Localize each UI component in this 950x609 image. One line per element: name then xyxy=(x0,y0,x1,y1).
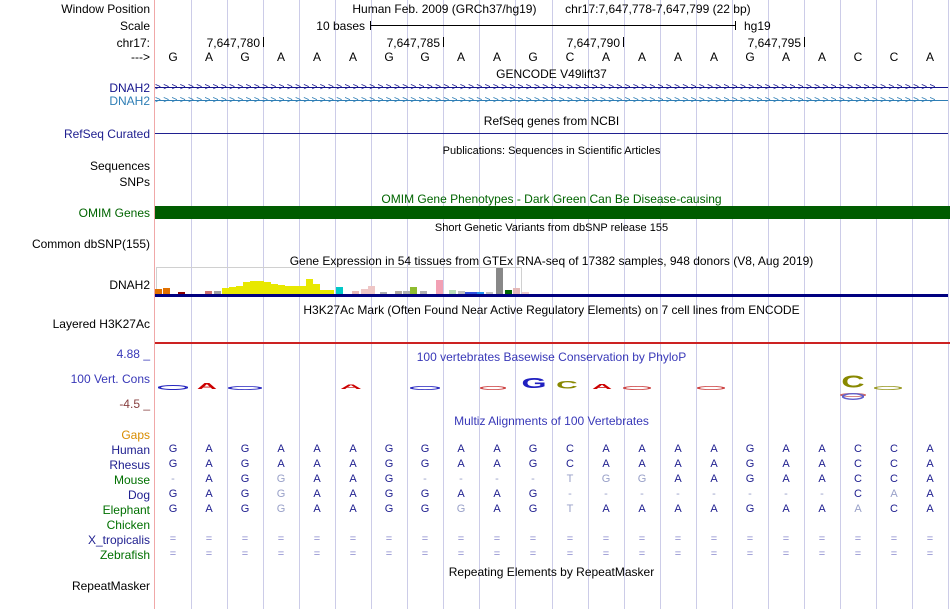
conservation-glyph[interactable] xyxy=(410,386,440,390)
reference-base: A xyxy=(637,50,646,64)
alignment-cell: A xyxy=(782,443,790,455)
h3k27ac-track-title: H3K27Ac Mark (Often Found Near Active Regulatory Elements) on 7 cell lines from ENCODE xyxy=(303,303,800,317)
reference-base: A xyxy=(456,50,465,64)
gtex-bar[interactable] xyxy=(410,287,417,294)
alignment-cell: G xyxy=(240,443,250,455)
alignment-cell: = xyxy=(782,533,790,545)
multiz-track-title: Multiz Alignments of 100 Vertebrates xyxy=(454,414,649,428)
reference-base: G xyxy=(240,50,250,64)
alignment-cell: = xyxy=(349,533,357,545)
alignment-cell: T xyxy=(566,503,574,515)
species-label-dog[interactable]: Dog xyxy=(127,488,150,502)
alignment-cell: C xyxy=(566,458,574,470)
alignment-cell: - xyxy=(423,473,427,485)
alignment-cell: G xyxy=(745,473,755,485)
alignment-cell: A xyxy=(313,503,321,515)
svg-text:C: C xyxy=(556,380,578,390)
gtex-bar[interactable] xyxy=(236,286,243,294)
gtex-track-title: Gene Expression in 54 tissues from GTEx RNA-seq of 17382 samples, 948 donors (V8, Aug 2019) xyxy=(289,254,814,268)
ruler-tick-mark xyxy=(623,37,624,47)
grid-line xyxy=(948,0,949,609)
alignment-cell: A xyxy=(710,473,718,485)
h3k27ac-track-label[interactable]: Layered H3K27Ac xyxy=(52,317,150,331)
reference-base: A xyxy=(673,50,682,64)
conservation-glyph[interactable] xyxy=(337,384,365,390)
alignment-cell: = xyxy=(602,533,610,545)
conservation-glyph[interactable] xyxy=(553,380,581,390)
alignment-cell: G xyxy=(384,443,394,455)
alignment-cell: A xyxy=(818,473,826,485)
alignment-cell: C xyxy=(890,458,898,470)
phylop-max-value: 4.88 _ xyxy=(116,347,150,361)
alignment-cell: A xyxy=(205,488,213,500)
alignment-cell: = xyxy=(493,533,501,545)
phylop-min-value: -4.5 _ xyxy=(119,397,150,411)
alignment-cell: = xyxy=(566,533,574,545)
alignment-cell: - xyxy=(459,473,463,485)
conservation-glyph[interactable] xyxy=(158,385,188,390)
alignment-cell: G xyxy=(420,503,430,515)
alignment-cell: A xyxy=(638,503,646,515)
h3k27ac-signal-line[interactable] xyxy=(155,342,950,344)
gtex-bar[interactable] xyxy=(292,286,299,294)
alignment-cell: = xyxy=(385,533,393,545)
alignment-cell: A xyxy=(313,473,321,485)
alignment-cell: = xyxy=(313,533,321,545)
alignment-cell: = xyxy=(313,548,321,560)
chromosome-label: chr17: xyxy=(116,36,150,50)
alignment-cell: A xyxy=(493,443,501,455)
dbsnp-track-title: Short Genetic Variants from dbSNP release 155 xyxy=(434,222,669,234)
alignment-cell: A xyxy=(638,443,646,455)
alignment-cell: A xyxy=(710,458,718,470)
svg-text:G: G xyxy=(521,376,547,390)
gtex-bar[interactable] xyxy=(299,286,306,294)
reference-base: G xyxy=(168,50,178,64)
conservation-glyph[interactable] xyxy=(519,376,549,390)
alignment-cell: = xyxy=(602,548,610,560)
alignment-cell: = xyxy=(746,548,754,560)
alignment-cell: = xyxy=(926,548,934,560)
alignment-cell: - xyxy=(531,473,535,485)
alignment-cell: = xyxy=(493,548,501,560)
reference-base: G xyxy=(745,50,755,64)
alignment-cell: A xyxy=(710,443,718,455)
reference-base: A xyxy=(276,50,285,64)
alignment-cell: = xyxy=(674,548,682,560)
reference-base: A xyxy=(492,50,501,64)
ruler-tick-label: 7,647,790 xyxy=(566,36,620,50)
alignment-cell: G xyxy=(240,458,250,470)
species-label-chicken[interactable]: Chicken xyxy=(106,518,150,532)
alignment-cell: A xyxy=(205,458,213,470)
alignment-cell: A xyxy=(926,473,934,485)
repeatmasker-track-title: Repeating Elements by RepeatMasker xyxy=(448,565,655,579)
alignment-cell: - xyxy=(784,488,788,500)
alignment-cell: A xyxy=(493,458,501,470)
alignment-cell: A xyxy=(674,503,682,515)
alignment-cell: = xyxy=(818,533,826,545)
ruler-tick-label: 7,647,785 xyxy=(386,36,440,50)
snps-track-label[interactable]: SNPs xyxy=(119,175,150,189)
alignment-cell: - xyxy=(676,488,680,500)
alignment-cell: T xyxy=(566,473,574,485)
omim-track-title: OMIM Gene Phenotypes - Dark Green Can Be Disease-causing xyxy=(381,192,722,206)
position-text: chr17:7,647,778-7,647,799 (22 bp) xyxy=(565,2,751,16)
alignment-cell: = xyxy=(638,548,646,560)
species-label-mouse[interactable]: Mouse xyxy=(113,473,150,487)
window-position-value xyxy=(155,2,948,16)
species-label-x_tropicalis[interactable]: X_tropicalis xyxy=(87,533,150,547)
alignment-cell: A xyxy=(890,488,898,500)
alignment-cell: A xyxy=(926,503,934,515)
alignment-cell: A xyxy=(277,458,285,470)
alignment-cell: G xyxy=(745,458,755,470)
alignment-cell: G xyxy=(528,458,538,470)
reference-base: C xyxy=(853,50,863,64)
alignment-cell: A xyxy=(457,443,465,455)
scale-bar-text: 10 bases xyxy=(316,19,365,33)
alignment-cell: G xyxy=(601,473,611,485)
conservation-glyph[interactable] xyxy=(697,386,725,390)
alignment-cell: A xyxy=(818,443,826,455)
alignment-cell: A xyxy=(349,473,357,485)
gene-label-dnah2-1[interactable]: DNAH2 xyxy=(109,81,150,95)
alignment-cell: A xyxy=(205,443,213,455)
gtex-bar[interactable] xyxy=(436,280,443,294)
alignment-cell: = xyxy=(566,548,574,560)
alignment-cell: A xyxy=(674,473,682,485)
alignment-cell: = xyxy=(277,533,285,545)
alignment-cell: = xyxy=(529,548,537,560)
gtex-bar[interactable] xyxy=(257,281,264,294)
alignment-cell: - xyxy=(640,488,644,500)
alignment-cell: = xyxy=(241,533,249,545)
alignment-cell: = xyxy=(205,533,213,545)
gtex-bar[interactable] xyxy=(285,286,292,294)
alignment-cell: G xyxy=(240,473,250,485)
genome-build-text: hg19 xyxy=(744,19,771,33)
alignment-cell: C xyxy=(566,443,574,455)
alignment-cell: = xyxy=(349,548,357,560)
gtex-bar[interactable] xyxy=(250,281,257,294)
svg-text:A: A xyxy=(340,384,362,390)
alignment-cell: A xyxy=(602,503,610,515)
species-label-zebrafish[interactable]: Zebrafish xyxy=(99,548,150,562)
gene-arrows-2[interactable]: >>>>>>>>>>>>>>>>>>>>>>>>>>>>>>>>>>>>>>>>>>>>>>>>>>>>>>>>>>>>>>>>>>>>>>>>>>>>>>>>>>>>>>>>>>>>>>> xyxy=(155,95,938,106)
alignment-cell: G xyxy=(420,443,430,455)
reference-base: A xyxy=(781,50,790,64)
alignment-cell: G xyxy=(384,458,394,470)
alignment-cell: A xyxy=(674,443,682,455)
alignment-cell: G xyxy=(637,473,647,485)
alignment-cell: A xyxy=(638,458,646,470)
alignment-cell: A xyxy=(457,458,465,470)
gtex-gene-label[interactable]: DNAH2 xyxy=(109,278,150,292)
alignment-cell: A xyxy=(782,473,790,485)
omim-gene-bar[interactable] xyxy=(155,206,950,219)
alignment-cell: = xyxy=(746,533,754,545)
gtex-bar[interactable] xyxy=(229,287,236,294)
alignment-cell: G xyxy=(745,503,755,515)
phylop-track-title: 100 vertebrates Basewise Conservation by PhyloP xyxy=(416,350,687,364)
conservation-glyph[interactable] xyxy=(838,374,868,390)
species-label-rhesus[interactable]: Rhesus xyxy=(109,458,150,472)
alignment-cell: A xyxy=(313,488,321,500)
alignment-cell: G xyxy=(528,443,538,455)
alignment-cell: C xyxy=(890,473,898,485)
ruler-tick-mark xyxy=(263,37,264,47)
alignment-cell: A xyxy=(710,503,718,515)
alignment-cell: A xyxy=(493,503,501,515)
conservation-glyph[interactable] xyxy=(194,382,220,390)
reference-base: G xyxy=(384,50,394,64)
alignment-cell: = xyxy=(421,548,429,560)
gtex-bar[interactable] xyxy=(264,282,271,294)
alignment-cell: G xyxy=(168,458,178,470)
alignment-cell: = xyxy=(890,533,898,545)
gtex-bar[interactable] xyxy=(368,286,375,294)
conservation-glyph[interactable] xyxy=(480,386,506,390)
conservation-glyph[interactable] xyxy=(874,386,902,390)
alignment-cell: = xyxy=(638,533,646,545)
alignment-cell: C xyxy=(854,458,862,470)
species-label-human[interactable]: Human xyxy=(111,443,150,457)
alignment-cell: G xyxy=(745,443,755,455)
alignment-cell: - xyxy=(748,488,752,500)
alignment-cell: - xyxy=(820,488,824,500)
reference-base: A xyxy=(601,50,610,64)
alignment-cell: A xyxy=(313,443,321,455)
reference-base: A xyxy=(709,50,718,64)
alignment-cell: G xyxy=(456,503,466,515)
scale-bar-tick-right xyxy=(735,21,736,30)
gene-arrows-1[interactable]: >>>>>>>>>>>>>>>>>>>>>>>>>>>>>>>>>>>>>>>>>>>>>>>>>>>>>>>>>>>>>>>>>>>>>>>>>>>>>>>>>>>>>>>>>>>>>>> xyxy=(155,82,938,93)
alignment-cell: G xyxy=(276,503,286,515)
reference-base: C xyxy=(889,50,899,64)
refseq-gene-line[interactable] xyxy=(155,133,948,134)
refseq-track-title: RefSeq genes from NCBI xyxy=(483,114,620,128)
alignment-cell: A xyxy=(674,458,682,470)
alignment-cell: = xyxy=(710,533,718,545)
scale-bar xyxy=(370,25,736,26)
svg-text:A: A xyxy=(591,383,613,390)
alignment-cell: C xyxy=(854,473,862,485)
dbsnp-track-label[interactable]: Common dbSNP(155) xyxy=(31,237,150,251)
alignment-cell: = xyxy=(241,548,249,560)
sequences-track-label[interactable]: Sequences xyxy=(89,159,150,173)
alignment-cell: - xyxy=(568,488,572,500)
alignment-cell: = xyxy=(457,548,465,560)
reference-base: A xyxy=(204,50,213,64)
alignment-cell: G xyxy=(276,488,286,500)
alignment-cell: A xyxy=(602,458,610,470)
alignment-cell: A xyxy=(818,503,826,515)
alignment-cell: A xyxy=(782,458,790,470)
alignment-cell: A xyxy=(349,443,357,455)
alignment-cell: = xyxy=(205,548,213,560)
alignment-cell: A xyxy=(818,458,826,470)
alignment-cell: = xyxy=(169,533,177,545)
alignment-cell: A xyxy=(277,443,285,455)
gtex-bar[interactable] xyxy=(243,282,250,294)
alignment-cell: C xyxy=(890,503,898,515)
alignment-cell: - xyxy=(171,473,175,485)
gene-label-dnah2-2[interactable]: DNAH2 xyxy=(109,94,150,108)
alignment-cell: A xyxy=(205,503,213,515)
omim-genes-label[interactable]: OMIM Genes xyxy=(78,206,150,220)
reference-base: G xyxy=(528,50,538,64)
gtex-bar[interactable] xyxy=(496,268,503,294)
alignment-cell: = xyxy=(854,548,862,560)
window-position-label: Window Position xyxy=(61,2,150,16)
reference-base: C xyxy=(565,50,575,64)
alignment-cell: C xyxy=(854,488,862,500)
alignment-cell: - xyxy=(604,488,608,500)
alignment-cell: - xyxy=(495,473,499,485)
species-label-elephant[interactable]: Elephant xyxy=(102,503,150,517)
alignment-cell: = xyxy=(926,533,934,545)
alignment-cell: A xyxy=(349,488,357,500)
alignment-cell: A xyxy=(854,503,862,515)
alignment-cell: G xyxy=(276,473,286,485)
alignment-cell: G xyxy=(168,488,178,500)
alignment-cell: A xyxy=(782,503,790,515)
alignment-cell: A xyxy=(313,458,321,470)
alignment-cell: G xyxy=(420,458,430,470)
gtex-bar[interactable] xyxy=(306,279,313,294)
alignment-cell: = xyxy=(529,533,537,545)
gtex-bar[interactable] xyxy=(336,287,343,294)
gtex-baseline[interactable] xyxy=(155,294,948,297)
ruler-tick-mark xyxy=(804,37,805,47)
alignment-cell: = xyxy=(169,548,177,560)
alignment-cell: A xyxy=(926,488,934,500)
alignment-cell: G xyxy=(528,503,538,515)
publications-track-title: Publications: Sequences in Scientific Articles xyxy=(442,145,661,157)
alignment-cell: G xyxy=(528,488,538,500)
strand-direction-label: ---> xyxy=(131,50,150,64)
ruler-tick-label: 7,647,795 xyxy=(747,36,801,50)
scale-label: Scale xyxy=(119,19,150,33)
alignment-cell: = xyxy=(890,548,898,560)
alignment-cell: = xyxy=(854,533,862,545)
alignment-cell: = xyxy=(421,533,429,545)
alignment-cell: G xyxy=(240,488,250,500)
reference-base: G xyxy=(420,50,430,64)
svg-text:C: C xyxy=(841,374,865,390)
repeatmasker-track-label[interactable]: RepeatMasker xyxy=(71,579,150,593)
alignment-cell: - xyxy=(712,488,716,500)
conservation-glyph[interactable] xyxy=(228,386,262,390)
ruler-tick-mark xyxy=(443,37,444,47)
alignment-cell: G xyxy=(384,473,394,485)
alignment-cell: G xyxy=(168,443,178,455)
assembly-text: Human Feb. 2009 (GRCh37/hg19) xyxy=(352,2,537,16)
conservation-glyph[interactable] xyxy=(589,383,615,390)
alignment-cell: A xyxy=(493,488,501,500)
alignment-cell: = xyxy=(674,533,682,545)
alignment-cell: A xyxy=(205,473,213,485)
alignment-cell: = xyxy=(457,533,465,545)
phylop-track-label[interactable]: 100 Vert. Cons xyxy=(70,372,150,386)
alignment-cell: A xyxy=(457,488,465,500)
alignment-cell: = xyxy=(277,548,285,560)
gencode-track-title: GENCODE V49lift37 xyxy=(496,67,607,81)
alignment-cell: G xyxy=(384,503,394,515)
reference-base: A xyxy=(312,50,321,64)
alignment-cell: = xyxy=(385,548,393,560)
reference-base: A xyxy=(925,50,934,64)
scale-bar-tick-left xyxy=(370,21,371,30)
alignment-cell: G xyxy=(384,488,394,500)
alignment-cell: = xyxy=(818,548,826,560)
alignment-cell: = xyxy=(710,548,718,560)
svg-text:A: A xyxy=(196,382,218,390)
alignment-cell: A xyxy=(349,503,357,515)
alignment-cell: G xyxy=(420,488,430,500)
gtex-bar[interactable] xyxy=(313,284,320,294)
alignment-cell: G xyxy=(240,503,250,515)
species-label-gaps[interactable]: Gaps xyxy=(121,428,150,442)
reference-base: A xyxy=(817,50,826,64)
alignment-cell: A xyxy=(602,443,610,455)
alignment-cell: = xyxy=(782,548,790,560)
conservation-glyph[interactable] xyxy=(842,393,864,400)
alignment-cell: C xyxy=(890,443,898,455)
conservation-glyph[interactable] xyxy=(623,386,651,390)
alignment-cell: G xyxy=(168,503,178,515)
gtex-bar[interactable] xyxy=(271,284,278,294)
reference-base: A xyxy=(348,50,357,64)
alignment-cell: C xyxy=(854,443,862,455)
alignment-cell: A xyxy=(926,443,934,455)
refseq-curated-label[interactable]: RefSeq Curated xyxy=(63,127,150,141)
gtex-bar[interactable] xyxy=(278,285,285,294)
ruler-tick-label: 7,647,780 xyxy=(206,36,260,50)
alignment-cell: A xyxy=(926,458,934,470)
alignment-cell: A xyxy=(349,458,357,470)
